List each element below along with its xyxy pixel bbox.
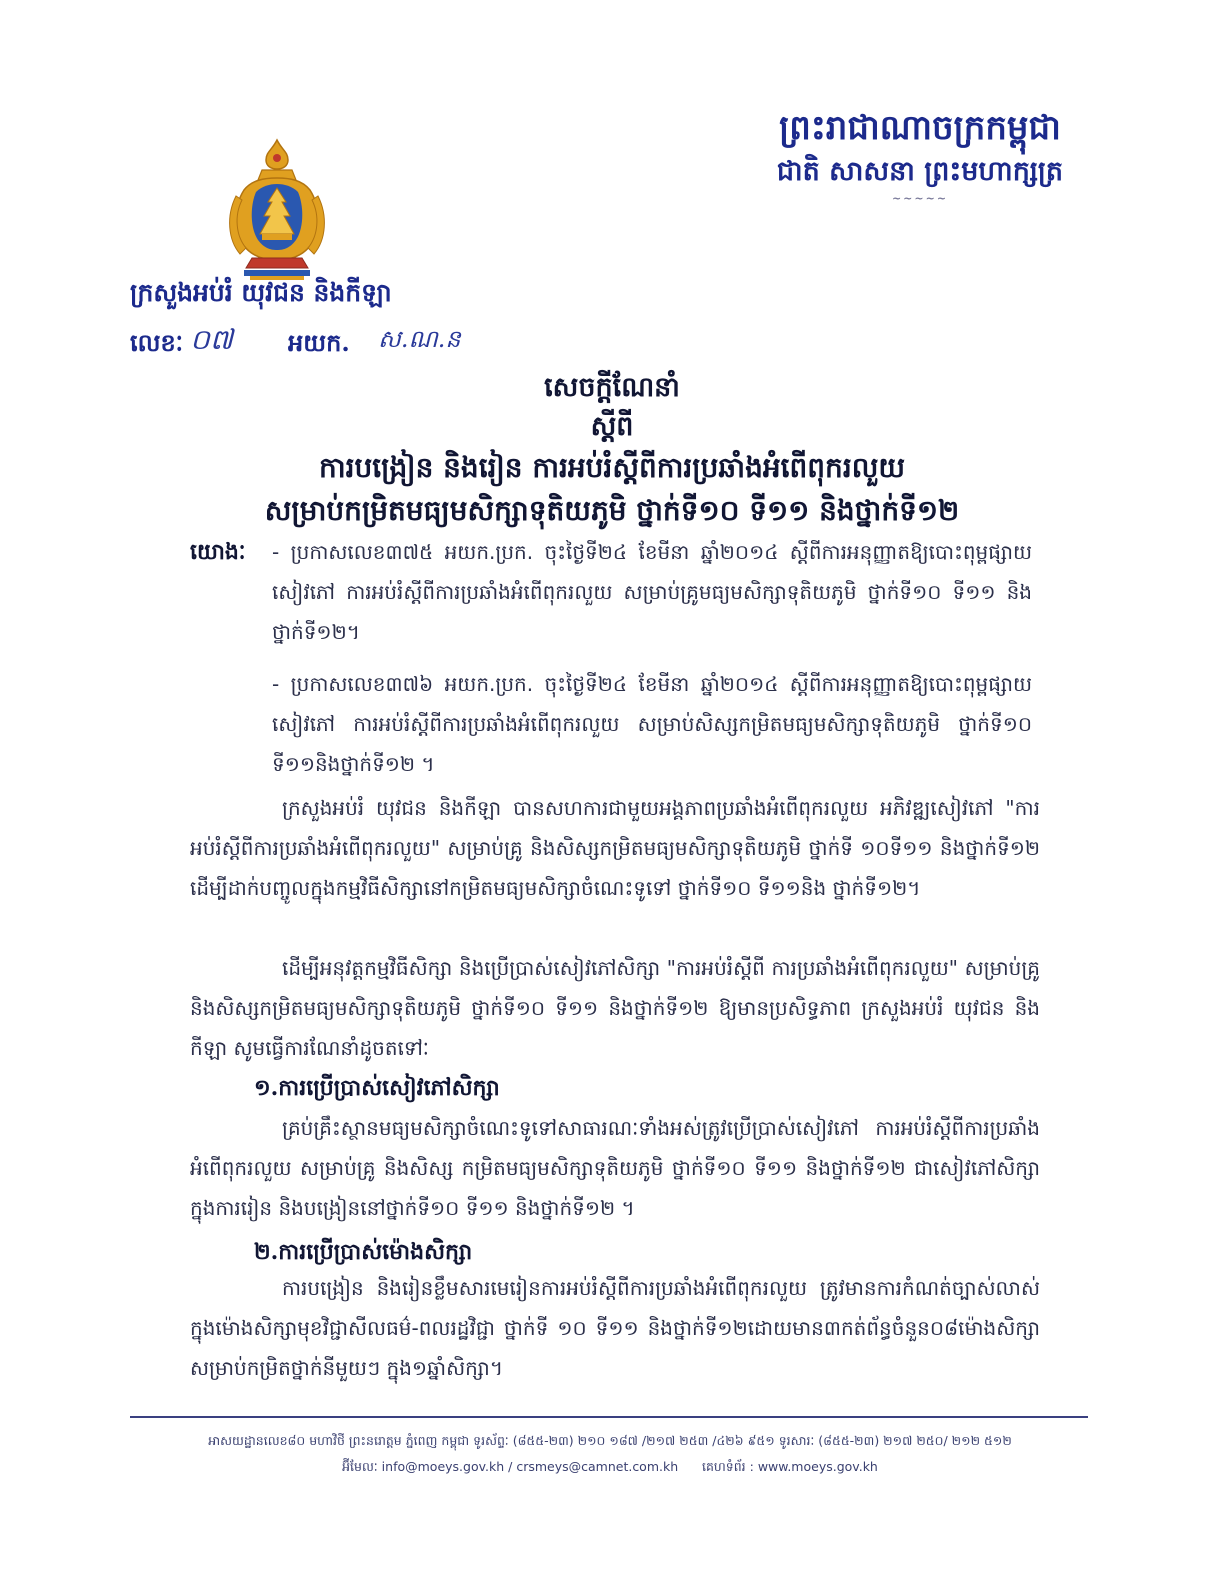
website-label: គេហទំព័រ : bbox=[702, 1459, 754, 1474]
footer-contacts bbox=[130, 1454, 1090, 1480]
number-label: លេខៈ bbox=[130, 328, 184, 357]
body-paragraph-4 bbox=[190, 1268, 1040, 1388]
section-heading-2: ២.ការប្រើប្រាស់ម៉ោងសិក្សា bbox=[254, 1239, 473, 1265]
body-paragraph-3 bbox=[190, 1108, 1040, 1228]
references-label: យោងៈ bbox=[190, 539, 246, 565]
title-subject: ការបង្រៀន និងរៀន ការអប់រំស្តីពីការប្រឆាំងអំពើពុករលួយ bbox=[318, 451, 906, 484]
title-scope: សម្រាប់កម្រិតមធ្យមសិក្សាទុតិយភូមិ ថ្នាក់ទី១០ ទី១១ និងថ្នាក់ទី១២ bbox=[264, 494, 960, 527]
document-type-title: សេចក្តីណែនាំ bbox=[544, 372, 680, 403]
reference-item: - ប្រកាសលេខ៣៧៥ អយក.ប្រក. ចុះថ្ងៃទី២៤ ខែមីនា ឆ្នាំ២០១៤ ស្តីពីការអនុញ្ញាតឱ្យបោះពុម្ពផ្សាយសៀវភៅ ការអប់រំស្តីពីការប្រឆាំងអំពើពុករលួយ សម្រាប់គ្រូមធ្យមសិក្សាទុតិយភូមិ ថ្នាក់ទី១០ ទី១១ និងថ្នាក់ទី១២។ bbox=[272, 540, 1032, 644]
document-title-block bbox=[200, 368, 1024, 532]
footer-divider bbox=[130, 1416, 1088, 1418]
kingdom-title: ព្រះរាជាណាចក្រកម្ពុជា bbox=[779, 108, 1061, 148]
ministry-name: ក្រសួងអប់រំ យុវជន និងកីឡា bbox=[130, 278, 392, 307]
footer bbox=[130, 1428, 1090, 1480]
ministry-emblem-icon bbox=[222, 136, 332, 282]
paragraph-text: ក្រសួងអប់រំ យុវជន និងកីឡា បានសហការជាមួយអង្គភាពប្រឆាំងអំពើពុករលួយ អភិវឌ្ឍសៀវភៅ "ការអប់រំស្តីពីការប្រឆាំងអំពើពុករលួយ" សម្រាប់គ្រូ និងសិស្សកម្រិតមធ្យមសិក្សាទុតិយភូមិ ថ្នាក់ទី ១០ទី១១ និងថ្នាក់ទី១២ ដើម្បីដាក់បញ្ចូលក្នុងកម្មវិធីសិក្សានៅកម្រិតមធ្យមសិក្សាចំណេះទូទៅ ថ្នាក់ទី១០ ទី១១និង ថ្នាក់ទី១២។ bbox=[190, 796, 1040, 900]
paragraph-text: ការបង្រៀន និងរៀនខ្លឹមសារមេរៀនការអប់រំស្តីពីការប្រឆាំងអំពើពុករលួយ ត្រូវមានការកំណត់ច្បាស់លាស់ ក្នុងម៉ោងសិក្សាមុខវិជ្ជាសីលធម៌-ពលរដ្ឋវិជ្ជា ថ្នាក់ទី ១០ ទី១១ និងថ្នាក់ទី១២ដោយមាន៣កត់ព័ន្ធចំនួន០៨ម៉ោងសិក្សាសម្រាប់កម្រិតថ្នាក់នីមួយៗ ក្នុង១ឆ្នាំសិក្សា។ bbox=[190, 1276, 1040, 1380]
email-link[interactable]: info@moeys.gov.kh / crsmeys@camnet.com.kh bbox=[381, 1459, 679, 1474]
website-link[interactable]: www.moeys.gov.kh bbox=[757, 1459, 878, 1474]
unit-code-handwritten: ស.ណ.ន bbox=[378, 325, 461, 353]
body-paragraph-2 bbox=[190, 948, 1040, 1068]
national-motto: ជាតិ សាសនា ព្រះមហាក្សត្រ bbox=[776, 156, 1064, 187]
section-heading-1: ១.ការប្រើប្រាស់សៀវភៅសិក្សា bbox=[254, 1075, 500, 1101]
paragraph-text: ដើម្បីអនុវត្តកម្មវិធីសិក្សា និងប្រើប្រាស់សៀវភៅសិក្សា "ការអប់រំស្តីពី ការប្រឆាំងអំពើពុករលួយ" សម្រាប់គ្រូ និងសិស្សកម្រិតមធ្យមសិក្សាទុតិយភូមិ ថ្នាក់ទី១០ ទី១១ និងថ្នាក់ទី១២ ឱ្យមានប្រសិទ្ធភាព ក្រសួងអប់រំ យុវជន និងកីឡា សូមធ្វើការណែនាំដូចតទៅៈ bbox=[190, 956, 1040, 1060]
title-about: ស្តីពី bbox=[590, 411, 634, 442]
kingdom-header bbox=[760, 104, 1080, 205]
footer-address: អាសយដ្ឋានលេខ៨០ មហាវិថី ព្រះនរោត្តម ភ្នំពេញ កម្ពុជា ទូរស័ព្ទៈ (៨៥៥-២៣) ២១០ ១៨៧ /២១៧ ២៥៣ /៤២៦ ៩៥១ ទូរសារៈ (៨៥៥-២៣) ២១៧ ២៥០/ ២១២ ៥១២ bbox=[208, 1433, 1012, 1448]
email-label: អ៊ីមែលៈ bbox=[342, 1459, 378, 1474]
header-ornament: ~~~~~ bbox=[891, 192, 949, 205]
number-value-handwritten: ០៧ bbox=[190, 323, 233, 356]
reference-item: - ប្រកាសលេខ៣៧៦ អយក.ប្រក. ចុះថ្ងៃទី២៤ ខែមីនា ឆ្នាំ២០១៤ ស្តីពីការអនុញ្ញាតឱ្យបោះពុម្ពផ្សាយសៀវភៅ ការអប់រំស្តីពីការប្រឆាំងអំពើពុករលួយ សម្រាប់សិស្សកម្រិតមធ្យមសិក្សាទុតិយភូមិ ថ្នាក់ទី១០ ទី១១និងថ្នាក់ទី១២ ។ bbox=[272, 672, 1032, 776]
paragraph-text: គ្រប់គ្រឹះស្ថានមធ្យមសិក្សាចំណេះទូទៅសាធារណៈទាំងអស់ត្រូវប្រើប្រាស់សៀវភៅ ការអប់រំស្តីពីការប្រឆាំងអំពើពុករលួយ សម្រាប់គ្រូ និងសិស្ស កម្រិតមធ្យមសិក្សាទុតិយភូមិ ថ្នាក់ទី១០ ទី១១ និងថ្នាក់ទី១២ ជាសៀវភៅសិក្សា ក្នុងការរៀន និងបង្រៀននៅថ្នាក់ទី១០ ទី១១ និងថ្នាក់ទី១២ ។ bbox=[190, 1116, 1040, 1220]
reference-number-line bbox=[130, 322, 490, 362]
unit-label: អយក. bbox=[288, 328, 350, 357]
body-paragraph-1 bbox=[190, 788, 1040, 908]
